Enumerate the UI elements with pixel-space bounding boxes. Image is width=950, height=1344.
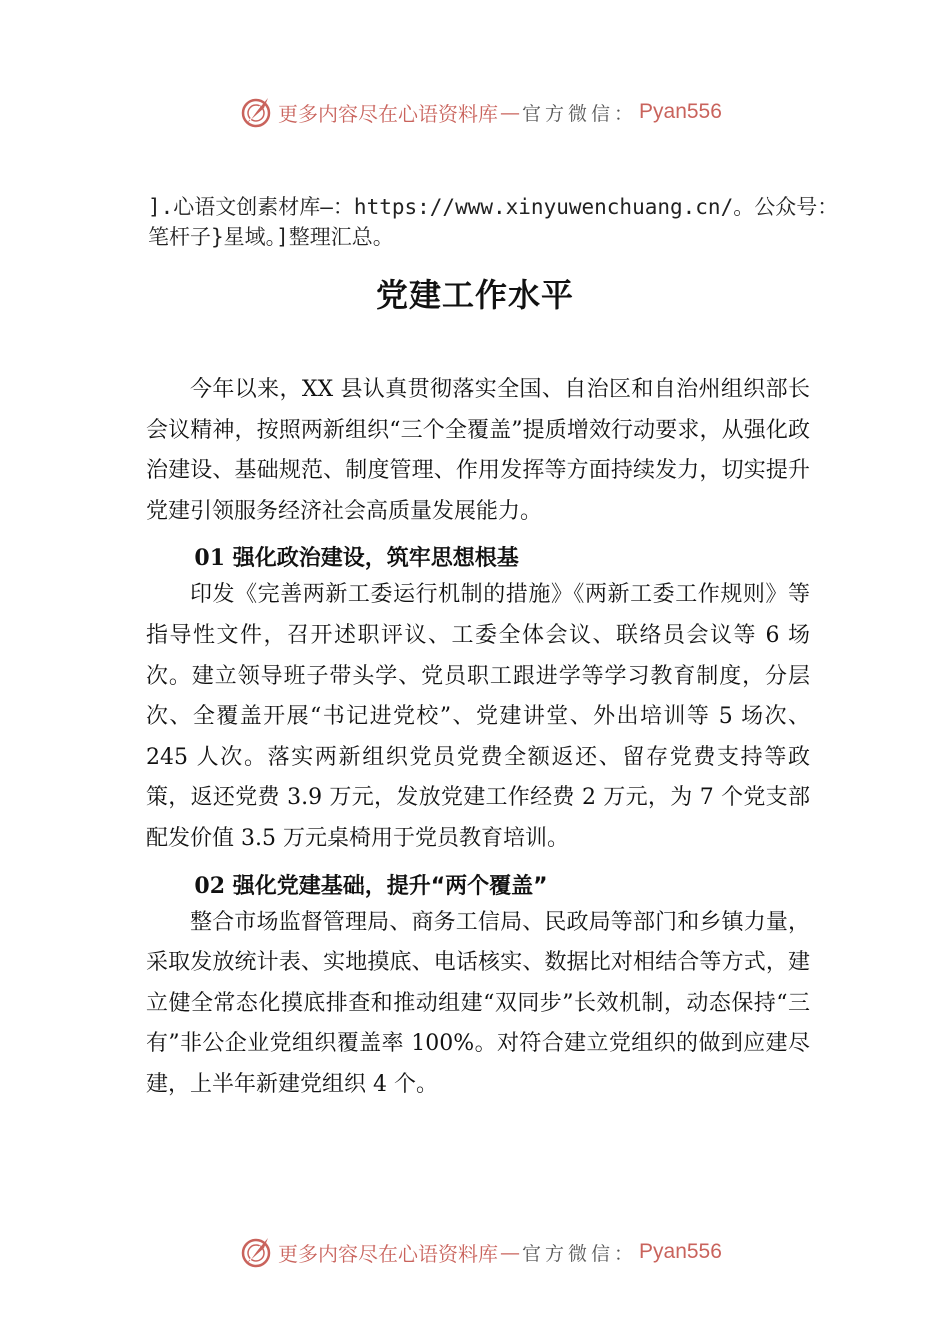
watermark-wechat-id: Pyan556	[639, 100, 722, 123]
document-body	[146, 370, 810, 1106]
source-note: ].心语文创素材库—：https://www.xinyuwenchuang.cn/。公众号：笔杆子}星域。]整理汇总。	[148, 195, 839, 249]
section-number: 01	[194, 545, 226, 572]
section-heading-2	[146, 866, 810, 907]
section-heading-text: 强化党建基础，提升“两个覆盖”	[232, 873, 548, 899]
watermark-dash: —	[500, 1240, 520, 1264]
section-paragraph-1: 印发《完善两新工委运行机制的措施》《两新工委工作规则》等指导性文件，召开述职评议、工委全体会议、联络员会议等 6 场次。建立领导班子带头学、党员职工跟进学等学习教育制度，分层次、全覆盖开展“书记进党校”、党建讲堂、外出培训等 5 场次、245 人次。落实两新组织党员党费全额返还、留存党费支持等政策，返还党费 3.9 万元，发放党建工作经费 2 万元，为 7 个党支部配发价值 3.5 万元桌椅用于党员教育培训。	[146, 582, 810, 851]
watermark-label: 官方微信：	[522, 1242, 638, 1265]
watermark-text: 更多内容尽在心语资料库	[278, 101, 498, 126]
section-heading-text: 强化政治建设，筑牢思想根基	[232, 546, 519, 572]
watermark-header	[238, 94, 738, 130]
quill-circle-logo-icon	[238, 1234, 274, 1270]
watermark-label: 官方微信：	[522, 102, 638, 125]
watermark-dash: —	[500, 100, 520, 124]
watermark-footer	[238, 1234, 738, 1270]
section-heading-1	[146, 538, 810, 579]
section-number: 02	[194, 872, 226, 899]
document-title: 党建工作水平	[375, 276, 574, 314]
section-paragraph-2: 整合市场监督管理局、商务工信局、民政局等部门和乡镇力量，采取发放统计表、实地摸底、电话核实、数据比对相结合等方式，建立健全常态化摸底排查和推动组建“双同步”长效机制，动态保持“三有”非公企业党组织覆盖率 100%。对符合建立党组织的做到应建尽建，上半年新建党组织 4 个。	[146, 909, 810, 1097]
watermark-text: 更多内容尽在心语资料库	[278, 1241, 498, 1266]
watermark-wechat-id: Pyan556	[639, 1240, 722, 1263]
quill-circle-logo-icon	[238, 94, 274, 130]
intro-paragraph: 今年以来，XX 县认真贯彻落实全国、自治区和自治州组织部长会议精神，按照两新组织“三个全覆盖”提质增效行动要求，从强化政治建设、基础规范、制度管理、作用发挥等方面持续发力，切实提升党建引领服务经济社会高质量发展能力。	[146, 377, 810, 524]
